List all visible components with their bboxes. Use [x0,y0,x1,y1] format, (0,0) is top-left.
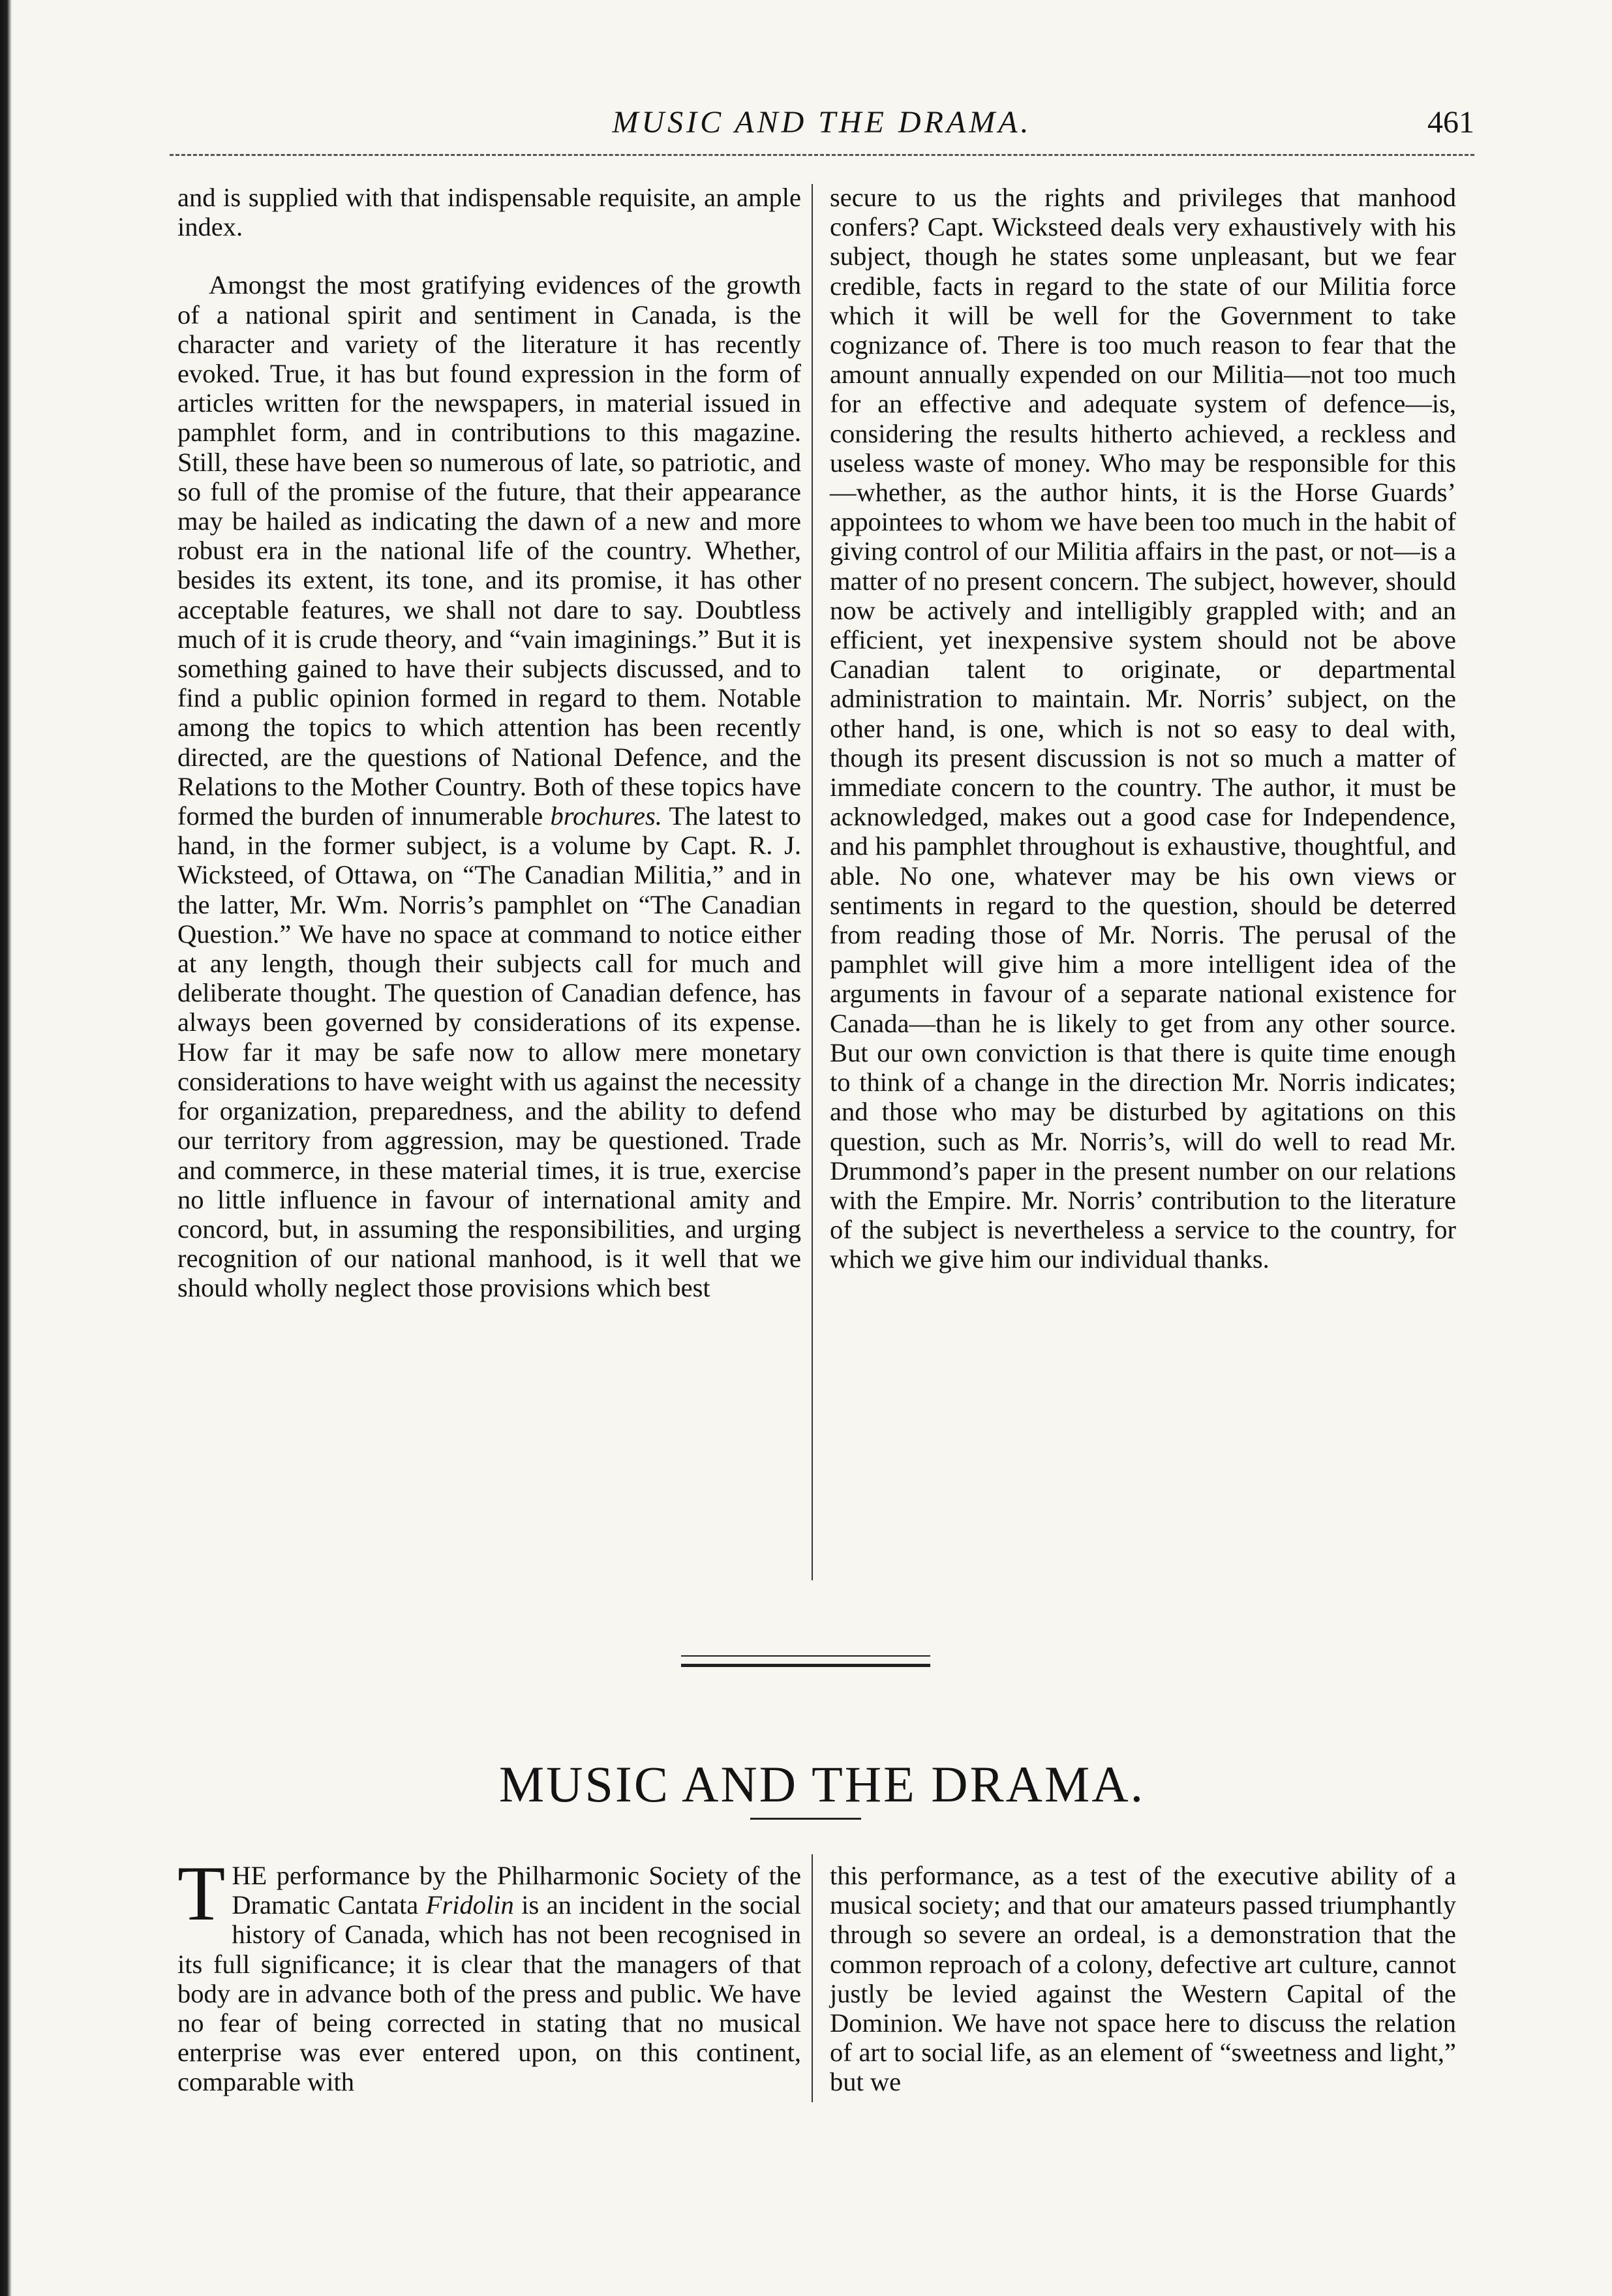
italic-fridolin: Fridolin [425,1890,514,1920]
section-rule-thick [681,1664,930,1667]
column-top-left [177,183,801,1303]
paragraph-militia-review: secure to us the rights and privileges that manhood confers? Capt. Wicksteed deals very exhaustively with his subject, though he states some unpleasant, but we fear credible, facts in regard to the state of our Militia force which it will be well for the Government to take cognizance of. There is too much reason to fear that the amount annually expended on our Militia—not too much for an effective and adequate system of defence—is, considering the results hitherto achieved, a reckless and useless waste of money. Who may be responsible for this—whether, as the author hints, it is the Horse Guards’ appointees to whom we have been too much in the habit of giving control of our Militia affairs in the past, or not—is a matter of no present concern. The subject, however, should now be actively and intelligibly grappled with; and an efficient, yet inexpensive system should not be above Canadian talent to originate, or departmental administration to maintain. Mr. Norris’ subject, on the other hand, is one, which is not so easy to deal with, though its present discussion is not so much a matter of immediate concern to the country. The author, it must be acknowledged, makes out a good case for Independence, and his pamphlet throughout is exhaustive, thoughtful, and able. No one, whatever may be his own views or sentiments in regard to the question, should be deterred from reading those of Mr. Norris. The perusal of the pamphlet will give him a more intelligent idea of the arguments in favour of a separate national existence for Canada—than he is likely to get from any other source. But our own conviction is that there is quite time enough to think of a change in the direction Mr. Norris indicates; and those who may be disturbed by agitations on this question, such as Mr. Norris’s, will do well to read Mr. Drummond’s paper in the present number on our relations with the Empire. Mr. Norris’ contribution to the literature of the subject is nevertheless a service to the country, for which we give him our individual thanks. [830,183,1456,1274]
column-divider-bottom [812,1854,813,2102]
column-top-right [830,183,1456,1274]
paragraph-index-note: and is supplied with that indispensable requisite, an ample index. [177,183,801,242]
section-title-underline [750,1818,861,1820]
paragraph-text: Amongst the most gratifying evidences of the growth of a national spirit and sentiment in Canada, is the character and variety of the literature it has recently evoked. True, it has but found expression in the form of articles written for the newspapers, in material issued in pamphlet form, and in contributions to this magazine. Still, these have been so numerous of late, so patriotic, and so full of the promise of the future, that their appearance may be hailed as indicating the dawn of a new and more robust era in the national life of the country. Whether, besides its extent, its tone, and its promise, it has other acceptable features, we shall not dare to say. Doubtless much of it is crude theory, and “vain imaginings.” But it is something gained to have their subjects discussed, and to find a public opinion formed in regard to them. Notable among the topics to which attention has been recently directed, are the questions of National Defence, and the Relations to the Mother Country. Both of these topics have formed the burden of innumerable [177,270,801,831]
paragraph-text: HE performance by the Philharmonic Society of the Dramatic Cantata [232,1861,801,1920]
italic-brochures: brochures. [550,801,662,831]
paragraph-philharmonic [177,1850,802,2097]
header-rule [170,154,1474,156]
paragraph-text-continued: The latest to hand, in the former subject, is a volume by Capt. R. J. Wicksteed, of Ottawa, on “The Canadian Militia,” and in the latter, Mr. Wm. Norris’s pamphlet on “The Canadian Question.” We have no space at command to notice either at any length, though their subjects call for much and deliberate thought. The question of Canadian defence, has always been governed by considerations of its expense. How far it may be safe now to allow mere monetary considerations to have weight with us against the necessity for organization, preparedness, and the ability to defend our territory from aggression, may be questioned. Trade and commerce, in these material times, it is true, exercise no little influence in favour of international amity and concord, but, in assuming the responsibilities, and urging recognition of our national manhood, is it well that we should wholly neglect those provisions which best [177,801,801,1303]
paragraph-performance: this performance, as a test of the executive ability of a musical society; and that our amateurs passed triumphantly through so severe an ordeal, is a demonstration that the common reproach of a colony, defective art culture, cannot justly be levied against the Western Capital of the Dominion. We have not space here to discuss the relation of art to social life, as an element of “sweetness and light,” but we [830,1861,1456,2097]
page-binding-edge [0,0,12,2296]
paragraph-national-literature [177,270,801,1302]
drop-cap: T [177,1850,226,1936]
column-bottom-left [177,1850,802,2097]
running-title: MUSIC AND THE DRAMA. [612,105,1032,140]
page-header [170,98,1474,150]
section-rule-thin [681,1655,930,1657]
section-title: MUSIC AND THE DRAMA. [498,1756,1146,1813]
column-bottom-right [830,1861,1456,2097]
page-number: 461 [1427,105,1474,140]
column-divider-top [812,184,813,1580]
paragraph-text-continued: is an incident in the social history of Canada, which has not been recognised in its full significance; it is clear that the managers of that body are in advance both of the press and public. We have no fear of being corrected in stating that no musical enterprise was ever entered upon, on this continent, comparable with [177,1890,802,2097]
